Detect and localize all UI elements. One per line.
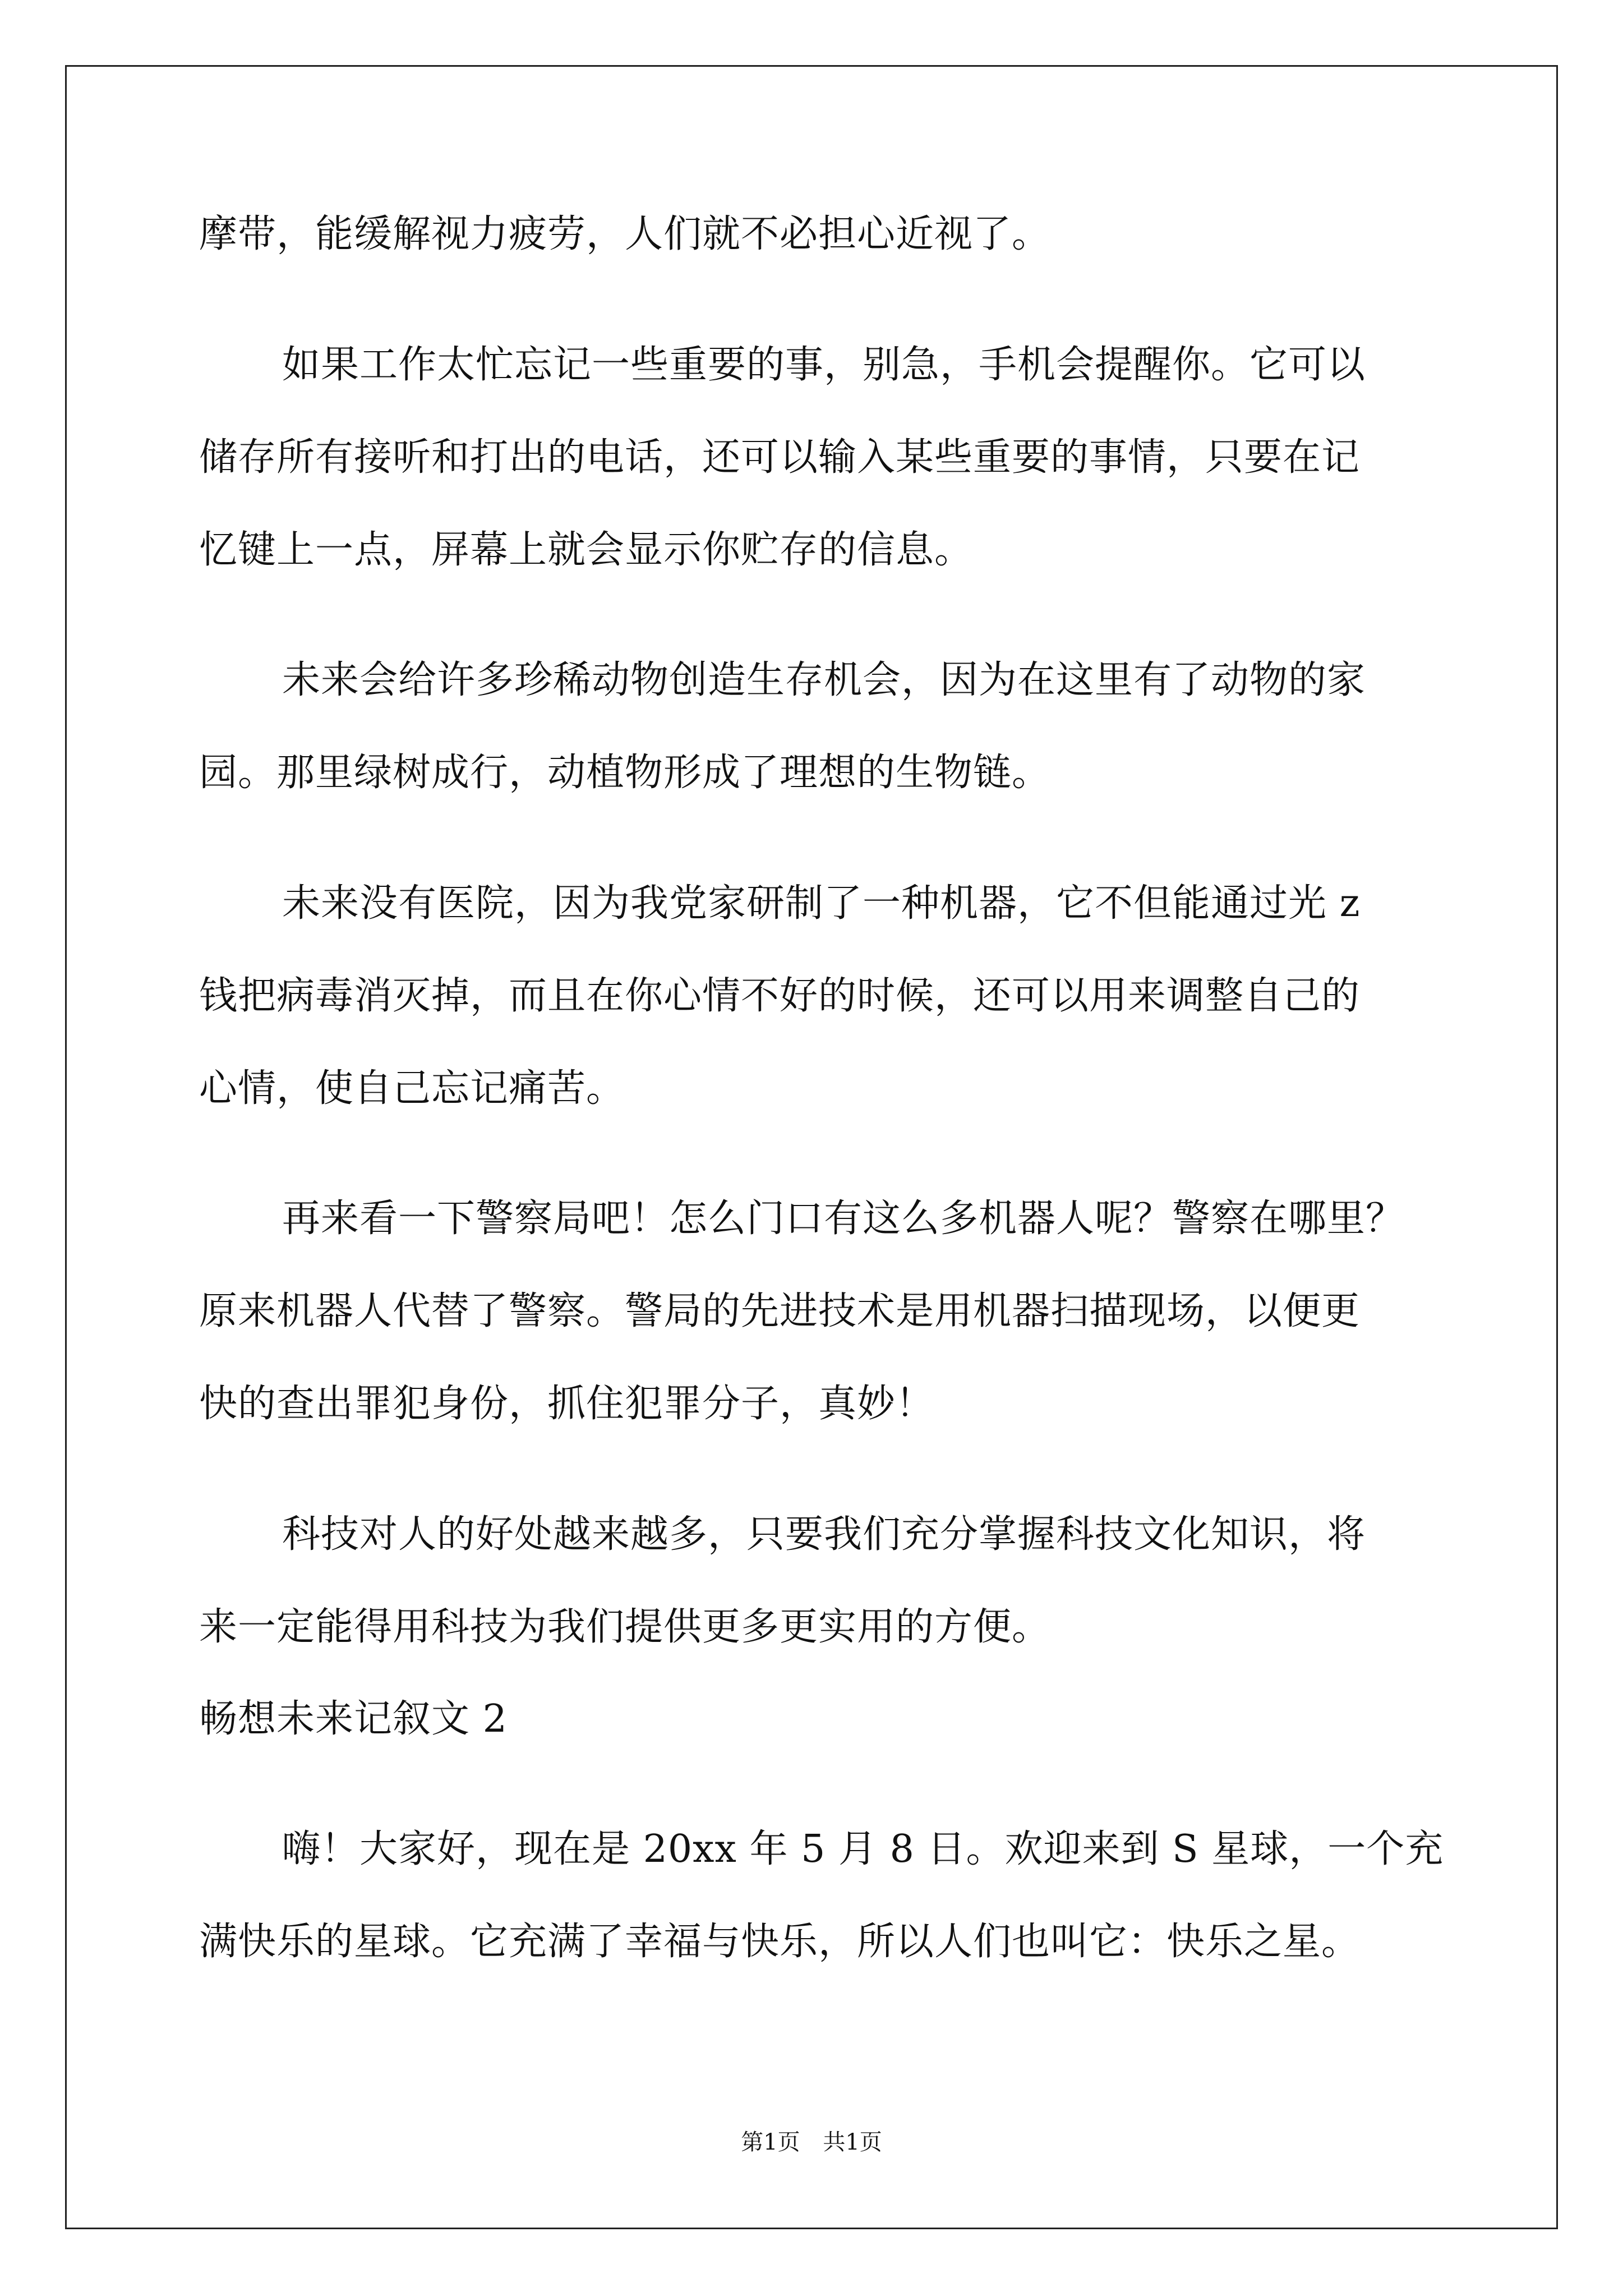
paragraph-start-line: 如果工作太忙忘记一些重要的事，别急，手机会提醒你。它可以 (282, 343, 1366, 387)
section-heading: 畅想未来记叙文 2 (199, 1697, 508, 1741)
paragraph-start-line: 再来看一下警察局吧！怎么门口有这么多机器人呢？警察在哪里？ (282, 1197, 1405, 1241)
text-line: 来一定能得用科技为我们提供更多更实用的方便。 (199, 1605, 1051, 1649)
text-line: 心情，使自己忘记痛苦。 (199, 1066, 625, 1111)
text-line: 摩带，能缓解视力疲劳，人们就不必担心近视了。 (199, 212, 1051, 256)
text-line: 快的查出罪犯身份，抓住犯罪分子，真妙！ (199, 1382, 935, 1426)
text-line: 原来机器人代替了警察。警局的先进技术是用机器扫描现场，以便更 (199, 1289, 1361, 1333)
page-number-total: 共1页 (823, 2129, 882, 2155)
page-border (65, 65, 1558, 2229)
paragraph-start-line: 未来没有医院，因为我党家研制了一种机器，它不但能通过光 z (282, 881, 1361, 926)
page-footer (0, 2129, 1623, 2156)
paragraph-start-line: 嗨！大家好，现在是 20xx 年 5 月 8 日。欢迎来到 S 星球，一个充 (282, 1827, 1444, 1871)
paragraph-start-line: 科技对人的好处越来越多，只要我们充分掌握科技文化知识，将 (282, 1512, 1366, 1557)
text-line: 钱把病毒消灭掉，而且在你心情不好的时候，还可以用来调整自己的 (199, 974, 1361, 1018)
text-line: 满快乐的星球。它充满了幸福与快乐，所以人们也叫它：快乐之星。 (199, 1920, 1361, 1964)
text-line: 园。那里绿树成行，动植物形成了理想的生物链。 (199, 751, 1051, 795)
text-line: 储存所有接听和打出的电话，还可以输入某些重要的事情，只要在记 (199, 435, 1361, 480)
text-line: 忆键上一点，屏幕上就会显示你贮存的信息。 (199, 528, 974, 572)
page-number-current: 第1页 (741, 2129, 800, 2155)
paragraph-start-line: 未来会给许多珍稀动物创造生存机会，因为在这里有了动物的家 (282, 658, 1366, 702)
